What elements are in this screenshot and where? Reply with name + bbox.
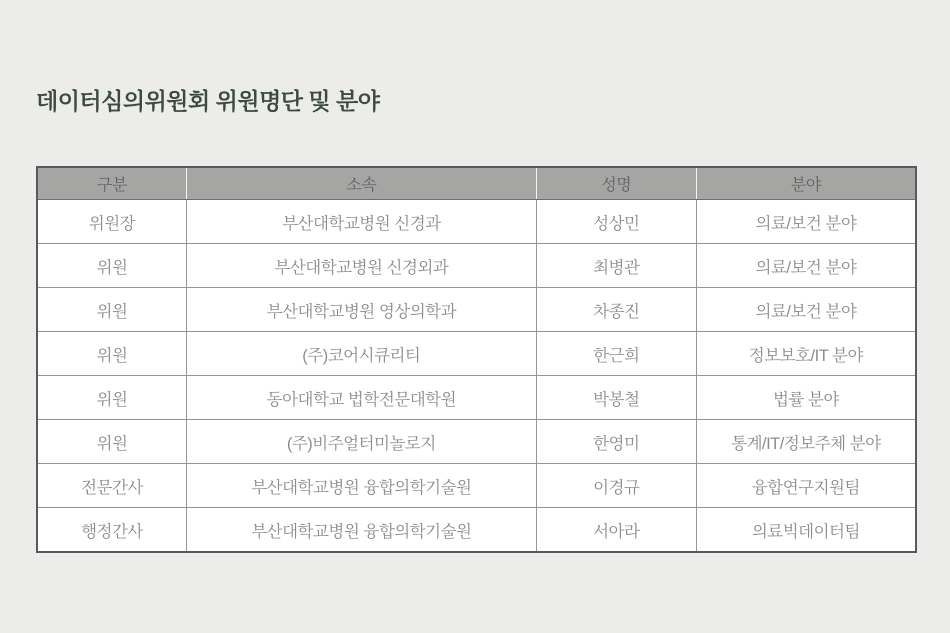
table-row — [37, 244, 916, 288]
column-header-affiliation: 소속 — [186, 167, 536, 200]
page-title: 데이터심의위원회 위원명단 및 분야 — [36, 88, 380, 114]
cell-name: 한근희 — [536, 332, 696, 376]
table-row — [37, 420, 916, 464]
committee-roster-table — [36, 166, 917, 553]
column-header-name: 성명 — [536, 167, 696, 200]
cell-role: 전문간사 — [37, 464, 186, 508]
cell-name: 서아라 — [536, 508, 696, 553]
cell-field: 의료/보건 분야 — [696, 244, 916, 288]
table-body — [37, 200, 916, 553]
cell-role: 위원 — [37, 420, 186, 464]
table-row — [37, 464, 916, 508]
cell-field: 정보보호/IT 분야 — [696, 332, 916, 376]
cell-role: 위원 — [37, 244, 186, 288]
cell-field: 통계/IT/정보주체 분야 — [696, 420, 916, 464]
table-row — [37, 508, 916, 553]
table-row — [37, 376, 916, 420]
cell-name: 성상민 — [536, 200, 696, 244]
cell-name: 차종진 — [536, 288, 696, 332]
table-header-row — [37, 167, 916, 200]
cell-role: 행정간사 — [37, 508, 186, 553]
table-row — [37, 332, 916, 376]
table-row — [37, 200, 916, 244]
cell-role: 위원장 — [37, 200, 186, 244]
cell-role: 위원 — [37, 288, 186, 332]
cell-name: 이경규 — [536, 464, 696, 508]
cell-field: 융합연구지원팀 — [696, 464, 916, 508]
cell-field: 의료빅데이터팀 — [696, 508, 916, 553]
cell-role: 위원 — [37, 376, 186, 420]
column-header-role: 구분 — [37, 167, 186, 200]
cell-affiliation: (주)비주얼터미놀로지 — [186, 420, 536, 464]
cell-name: 박봉철 — [536, 376, 696, 420]
cell-affiliation: 부산대학교병원 융합의학기술원 — [186, 464, 536, 508]
cell-role: 위원 — [37, 332, 186, 376]
cell-name: 한영미 — [536, 420, 696, 464]
table-row — [37, 288, 916, 332]
cell-affiliation: (주)코어시큐리티 — [186, 332, 536, 376]
cell-field: 법률 분야 — [696, 376, 916, 420]
column-header-field: 분야 — [696, 167, 916, 200]
cell-affiliation: 부산대학교병원 신경과 — [186, 200, 536, 244]
cell-name: 최병관 — [536, 244, 696, 288]
cell-affiliation: 부산대학교병원 신경외과 — [186, 244, 536, 288]
cell-affiliation: 부산대학교병원 융합의학기술원 — [186, 508, 536, 553]
cell-affiliation: 부산대학교병원 영상의학과 — [186, 288, 536, 332]
cell-affiliation: 동아대학교 법학전문대학원 — [186, 376, 536, 420]
cell-field: 의료/보건 분야 — [696, 288, 916, 332]
cell-field: 의료/보건 분야 — [696, 200, 916, 244]
